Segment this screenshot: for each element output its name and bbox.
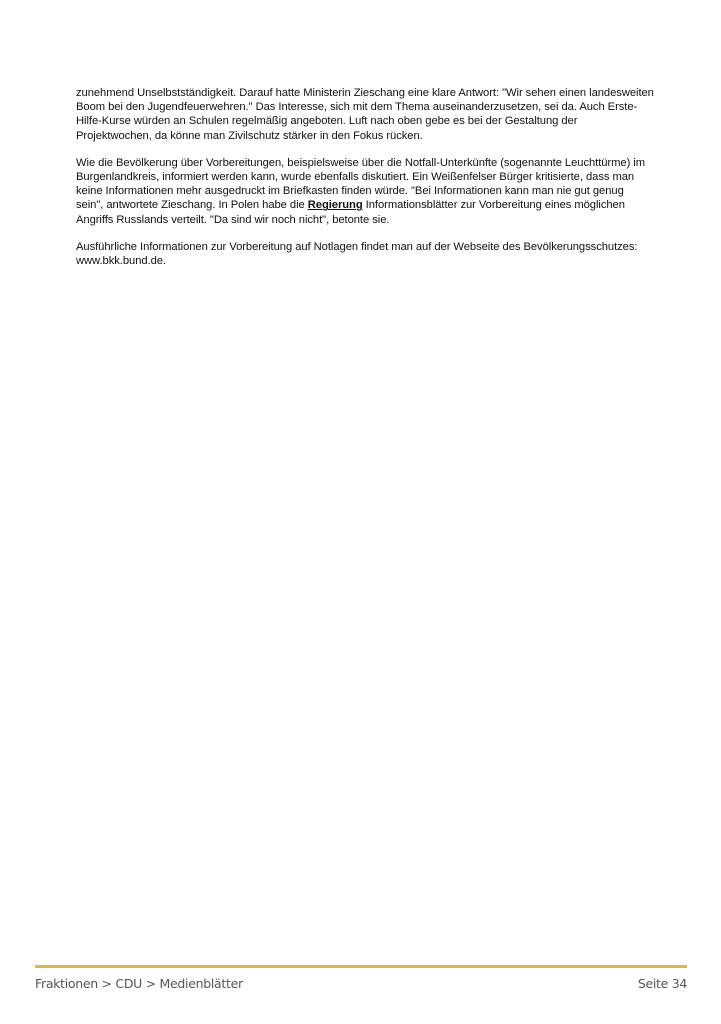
footer-breadcrumb: Fraktionen > CDU > Medienblätter (35, 976, 243, 991)
regierung-link[interactable]: Regierung (307, 199, 363, 212)
footer-divider (35, 965, 687, 968)
paragraph-3: Ausführliche Informationen zur Vorbereitung auf Notlagen findet man auf der Webseite des Bevölkerungsschutzes: www.bkk.bund.de. (76, 240, 638, 268)
paragraph-2-text-start: Wie die Bevölkerung über Vorbereitungen, beispielsweise über die Notfall-Unterkünfte (sogenannte Leuchttürme) im Burgenlandkreis, informiert werden kann, wurde ebenfalls diskutiert. Ein Weißenfelser Bürger kritisierte, dass man keine Informationen mehr ausgedruckt im Briefkasten finden würde. "Bei Informationen kann man nie gut genug sein", antwortete Zieschang. In Polen habe die (76, 156, 646, 212)
article-body (76, 86, 654, 281)
page-footer (35, 976, 687, 996)
page-number: Seite 34 (637, 976, 687, 991)
paragraph-2 (76, 156, 654, 227)
paragraph-1: zunehmend Unselbstständigkeit. Darauf hatte Ministerin Zieschang eine klare Antwort: "Wir sehen einen landesweiten Boom bei den Jugendfeuerwehren." Das Interesse, sich mit dem Thema auseinanderzusetzen, sei da. Auch Erste-Hilfe-Kurse würden an Schulen regelmäßig angeboten. Luft nach oben gebe es bei der Gestaltung der Projektwochen, da könne man Zivilschutz stärker in den Fokus rücken. (76, 87, 654, 142)
paragraph-2-text-end: Informationsblätter zur Vorbereitung eines möglichen Angriffs Russlands verteilt. "Da sind wir noch nicht", betonte sie. (76, 199, 625, 226)
